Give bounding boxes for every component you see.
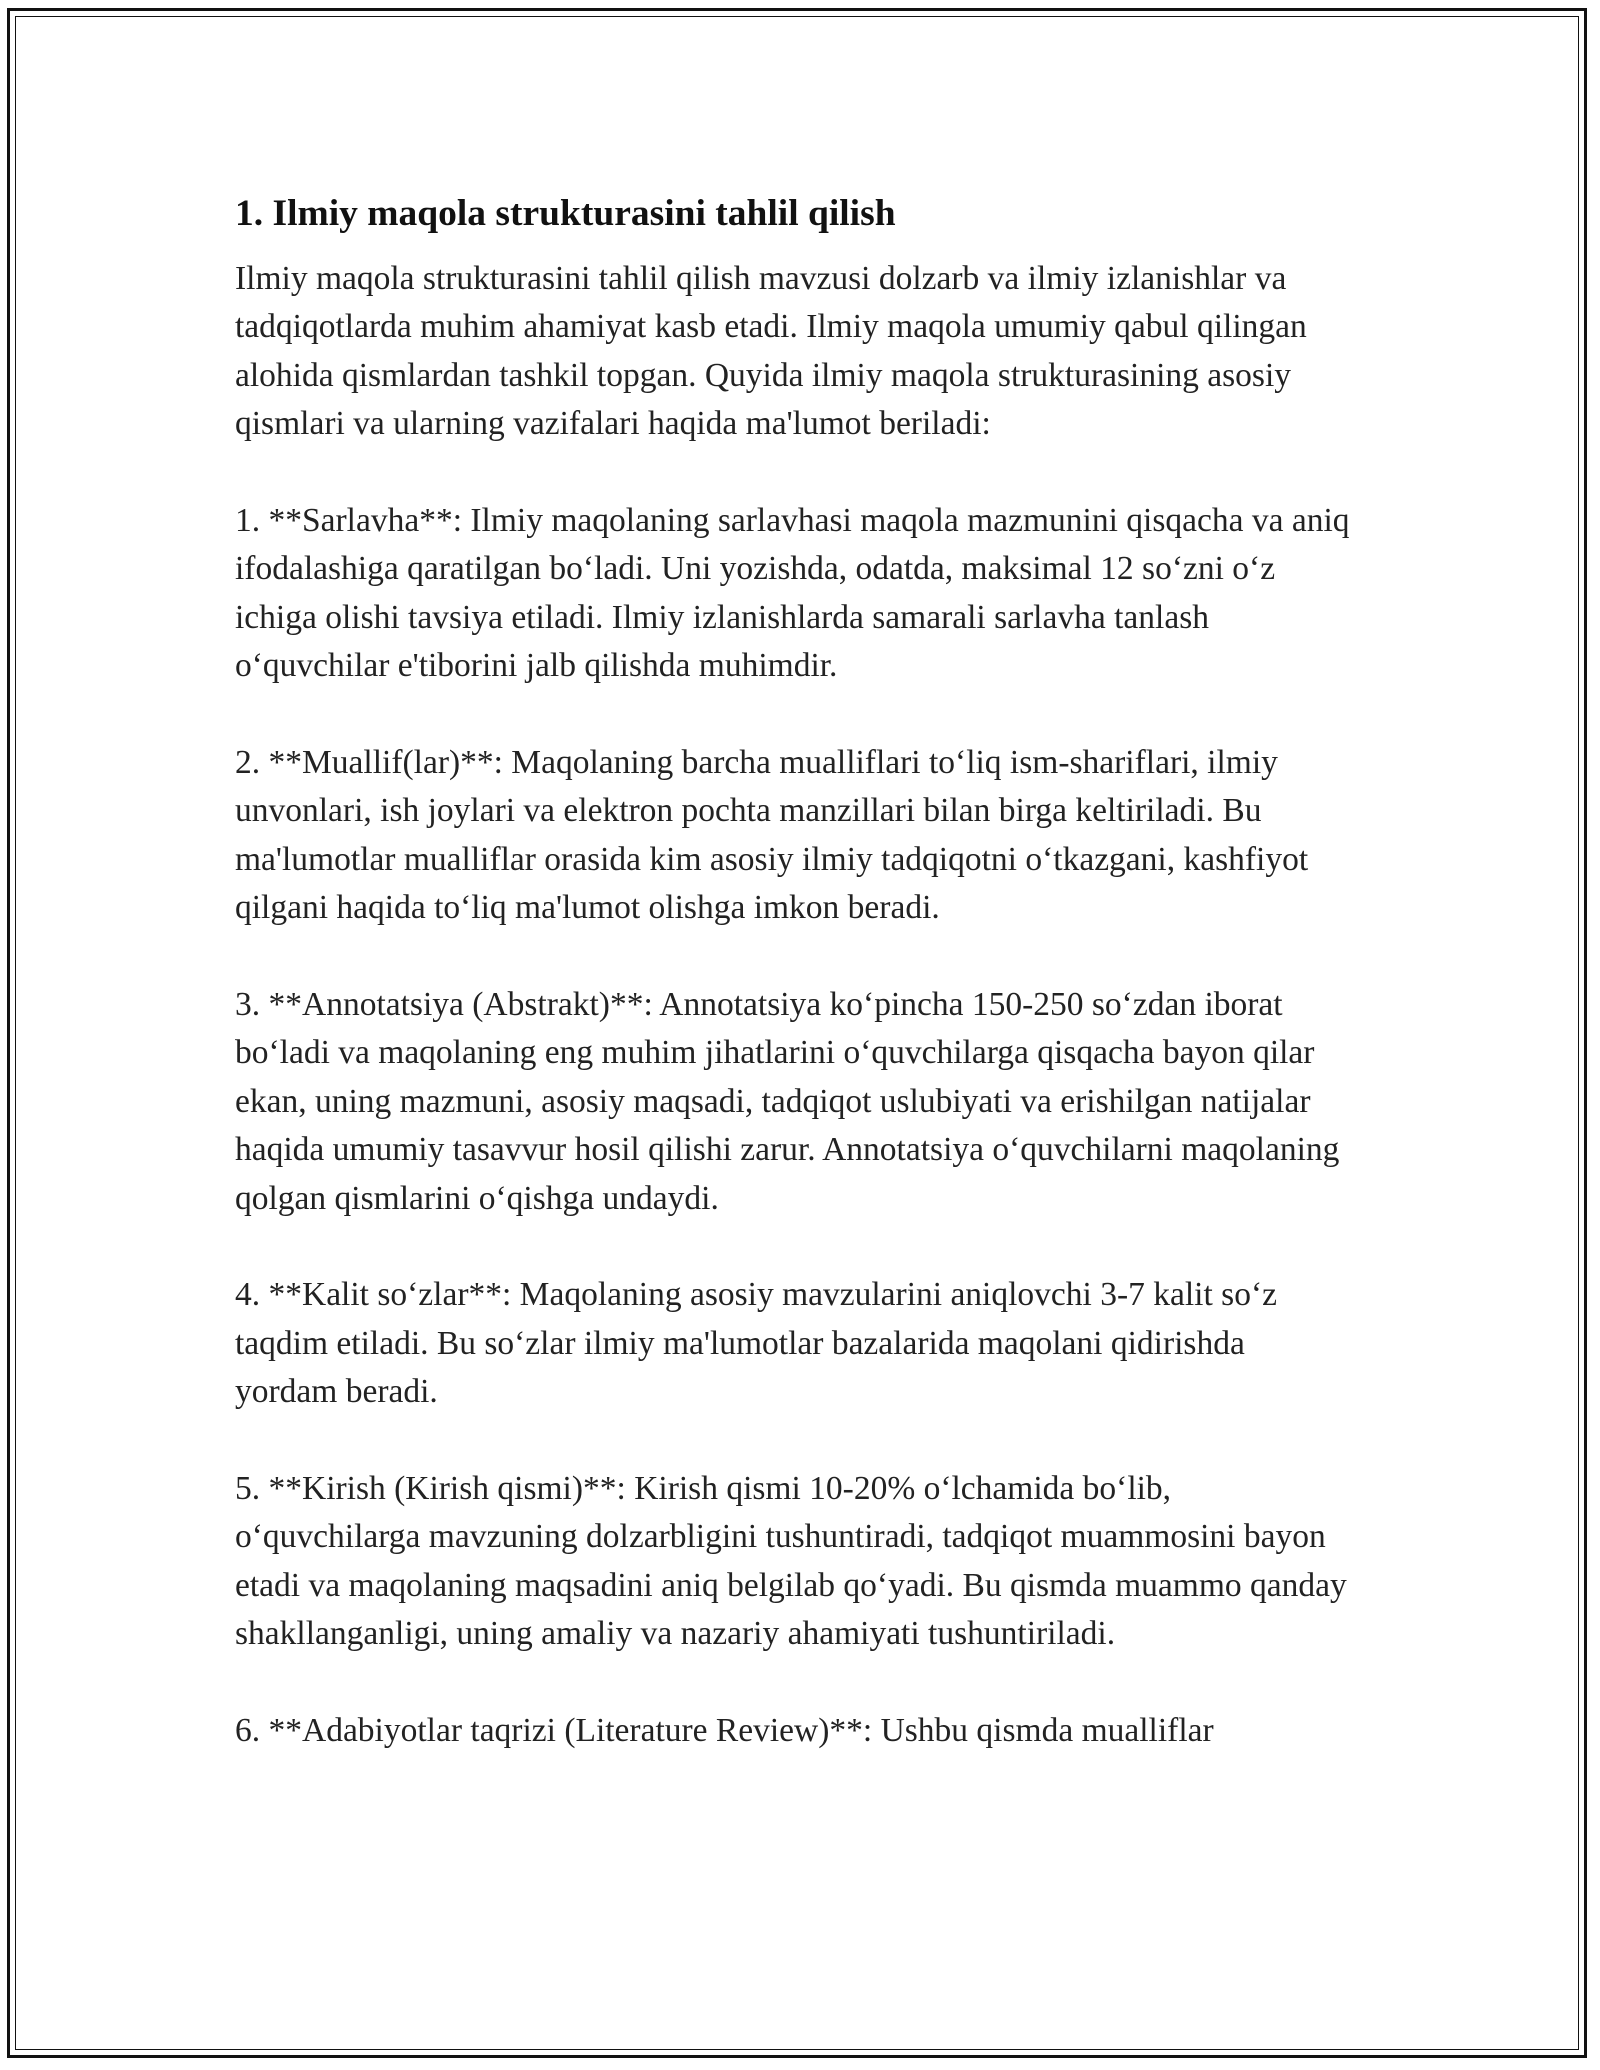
paragraph-adabiyotlar: 6. **Adabiyotlar taqrizi (Literature Review)**: Ushbu qismda mualliflar — [235, 1712, 1214, 1750]
paragraph-sarlavha: 1. **Sarlavha**: Ilmiy maqolaning sarlavhasi maqola mazmunini qisqacha va aniq ifodalashiga qaratilgan bo‘ladi. Uni yozishda, odatda, maksimal 12 so‘zni o‘z ichiga olishi tavsiya etiladi. Ilmiy izlanishlarda samarali sarlavha tanlash o‘quvchilar e'tiborini jalb qilishda muhimdir. — [235, 502, 1350, 685]
paragraph-kalit-sozlar: 4. **Kalit so‘zlar**: Maqolaning asosiy mavzularini aniqlovchi 3-7 kalit so‘z taqdim etiladi. Bu so‘zlar ilmiy ma'lumotlar bazalarida maqolani qidirishda yordam beradi. — [235, 1276, 1277, 1411]
paragraph-kirish: 5. **Kirish (Kirish qismi)**: Kirish qismi 10-20% o‘lchamida bo‘lib, o‘quvchilarga mavzuning dolzarbligini tushuntiradi, tadqiqot muammosini bayon etadi va maqolaning maqsadini aniq belgilab qo‘yadi. Bu qismda muammo qanday shakllanganligi, uning amaliy va nazariy ahamiyati tushuntiriladi. — [235, 1470, 1347, 1653]
intro-paragraph: Ilmiy maqola strukturasini tahlil qilish mavzusi dolzarb va ilmiy izlanishlar va tadqiqotlarda muhim ahamiyat kasb etadi. Ilmiy maqola umumiy qabul qilingan alohida qismlardan tashkil topgan. Quyida ilmiy maqola strukturasining asosiy qismlari va ularning vazifalari haqida ma'lumot beriladi: — [235, 260, 1307, 443]
section-heading: 1. Ilmiy maqola strukturasini tahlil qilish — [235, 193, 896, 234]
document-body — [235, 185, 1355, 1804]
paragraph-mualliflar: 2. **Muallif(lar)**: Maqolaning barcha mualliflari to‘liq ism-shariflari, ilmiy unvonlari, ish joylari va elektron pochta manzillari bilan birga keltiriladi. Bu ma'lumotlar mualliflar orasida kim asosiy ilmiy tadqiqotni o‘tkazgani, kashfiyot qilgani haqida to‘liq ma'lumot olishga imkon beradi. — [235, 744, 1309, 927]
paragraph-annotatsiya: 3. **Annotatsiya (Abstrakt)**: Annotatsiya ko‘pincha 150-250 so‘zdan iborat bo‘ladi va maqolaning eng muhim jihatlarini o‘quvchilarga qisqacha bayon qilar ekan, uning mazmuni, asosiy maqsadi, tadqiqot uslubiyati va erishilgan natijalar haqida umumiy tasavvur hosil qilishi zarur. Annotatsiya o‘quvchilarni maqolaning qolgan qismlarini o‘qishga undaydi. — [235, 986, 1340, 1217]
